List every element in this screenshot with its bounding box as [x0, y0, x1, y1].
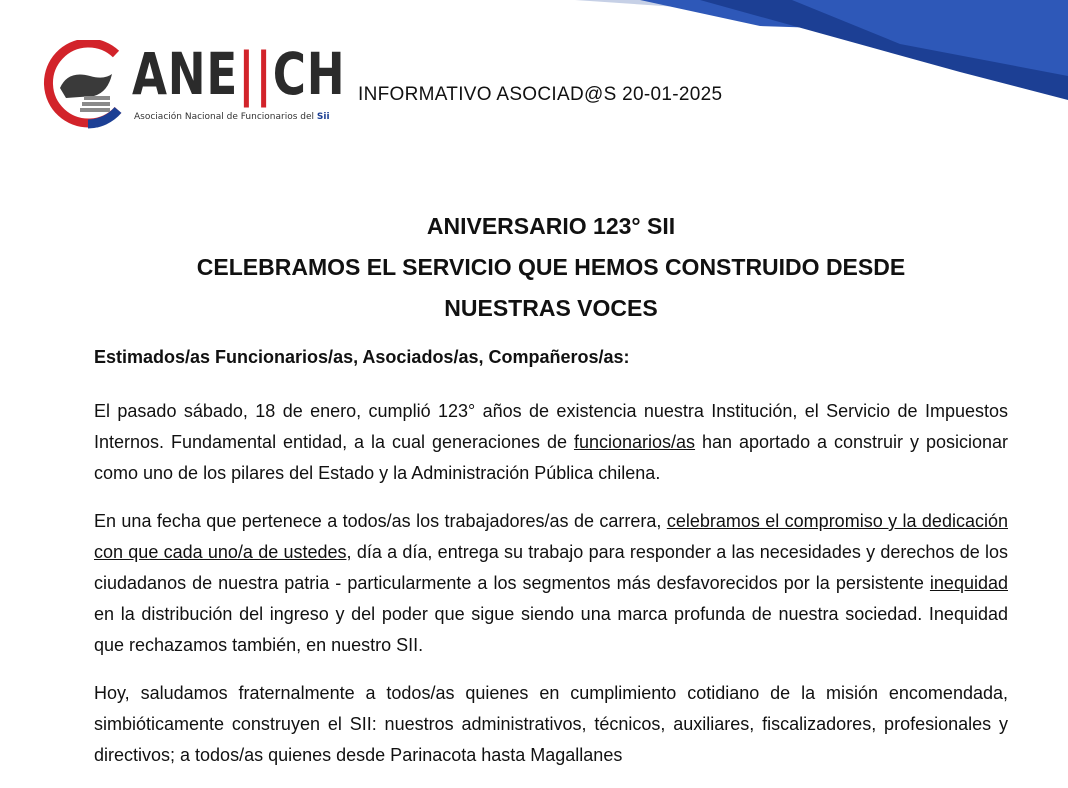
- logo-emblem-icon: [38, 40, 128, 130]
- title-line-1: ANIVERSARIO 123° SII: [426, 213, 676, 239]
- bulletin-heading: INFORMATIVO ASOCIAD@S 20-01-2025: [358, 84, 723, 105]
- logo-wordmark: ANE||CH: [132, 40, 346, 108]
- title-line-3: NUESTRAS VOCES: [444, 295, 658, 321]
- greeting: Estimados/as Funcionarios/as, Asociados/as, Compañeros/as:: [94, 347, 630, 367]
- paragraph-1: El pasado sábado, 18 de enero, cumplió 123° años de existencia nuestra Institución, el Servicio de Impuestos Internos. Fundamental entidad, a la cual generaciones de funcionarios/as han aportado a construir y posicionar como uno de los pilares del Estado y la Administración Pública chilena.: [94, 401, 1008, 483]
- title-line-2: CELEBRAMOS EL SERVICIO QUE HEMOS CONSTRUIDO DESDE: [196, 254, 906, 280]
- document-title: [94, 206, 1008, 329]
- body-text: [94, 396, 1008, 788]
- paragraph-3: Hoy, saludamos fraternalmente a todos/as quienes en cumplimiento cotidiano de la misión encomendada, simbióticamente construyen el SII: nuestros administrativos, técnicos, auxiliares, fiscalizadores, profesionales y directivos; a todos/as quienes desde Parinacota hasta Magallanes: [94, 683, 1008, 765]
- paragraph-2: En una fecha que pertenece a todos/as los trabajadores/as de carrera, celebramos el compromiso y la dedicación con que cada uno/a de ustedes, día a día, entrega su trabajo para responder a las necesidades y derechos de los ciudadanos de nuestra patria - particularmente a los segmentos más desfavorecidos por la persistente inequidad en la distribución del ingreso y del poder que sigue siendo una marca profunda de nuestra sociedad. Inequidad que rechazamos también, en nuestro SII.: [94, 511, 1008, 655]
- aneiich-logo: [38, 40, 346, 130]
- logo-tagline: Asociación Nacional de Funcionarios del Sii: [134, 112, 330, 122]
